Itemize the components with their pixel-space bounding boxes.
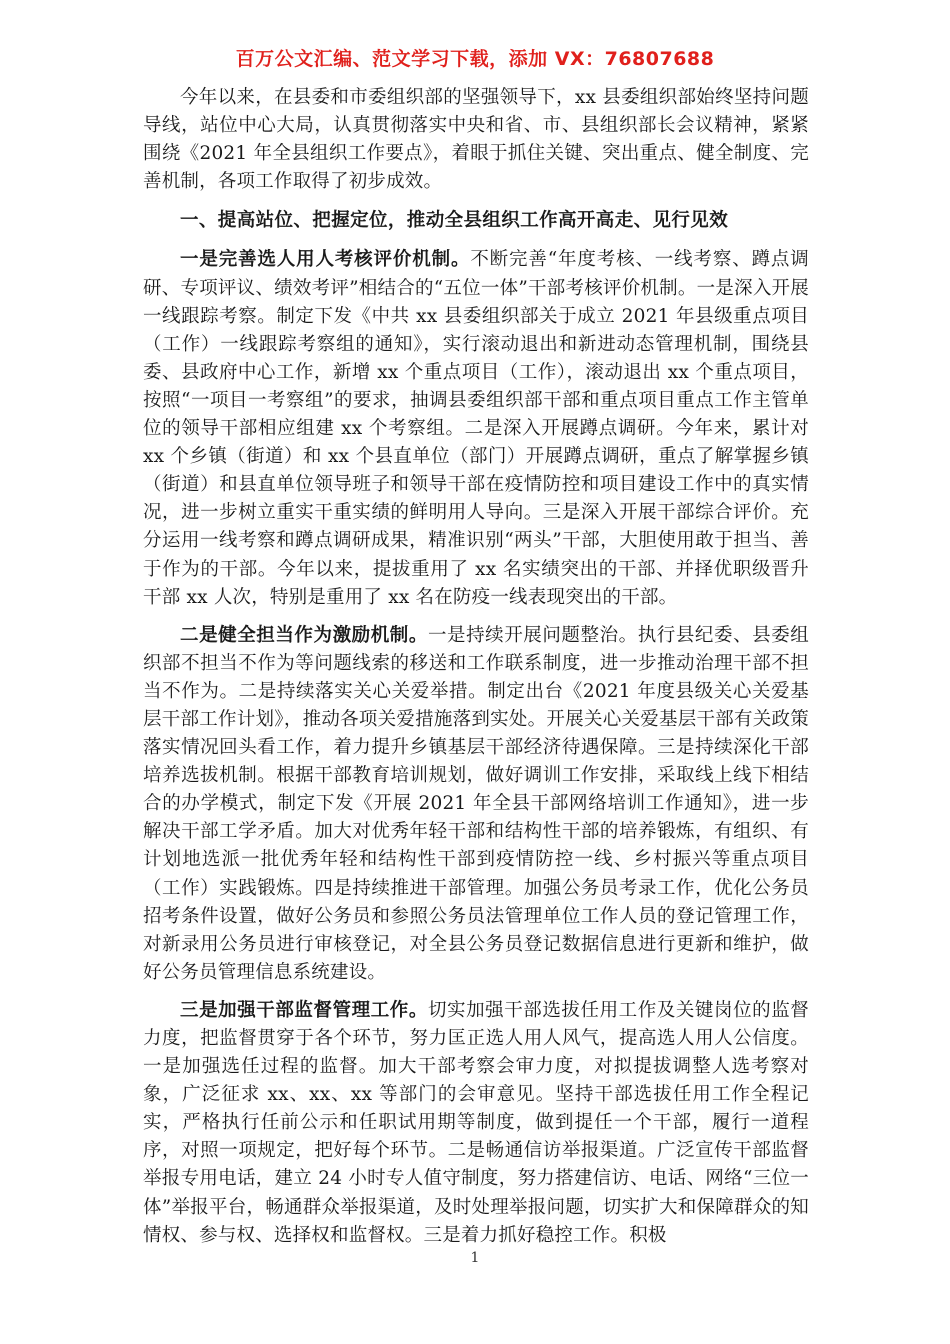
header-banner: 百万公文汇编、范文学习下载，添加 VX：76807688 xyxy=(235,48,715,70)
paragraph-2-body: 一是持续开展问题整治。执行县纪委、县委组织部不担当不作为等问题线索的移送和工作联系制度，进一步推动治理干部不担当不作为。二是持续落实关心关爱举措。制定出台《2021 年度县级关心关爱基层干部工作计划》，推动各项关爱措施落到实处。开展关心关爱基层干部有关政策落实情况回头看工作，着力提升乡镇基层干部经济待遇保障。三是持续深化干部培养选拔机制。根据干部教育培训规划，做好调训工作安排，采取线上线下相结合的办学模式，制定下发《开展 2021 年全县干部网络培训工作通知》，进一步解决干部工学矛盾。加大对优秀年轻干部和结构性干部的培养锻炼，有组织、有计划地选派一批优秀年轻和结构性干部到疫情防控一线、乡村振兴等重点项目（工作）实践锻炼。四是持续推进干部管理。加强公务员考录工作，优化公务员招考条件设置，做好公务员和参照公务员法管理单位工作人员的登记管理工作，对新录用公务员进行审核登记，对全县公务员登记数据信息进行更新和维护，做好公务员管理信息系统建设。 xyxy=(143,624,809,983)
intro-paragraph: 今年以来，在县委和市委组织部的坚强领导下，xx 县委组织部始终坚持问题导线，站位中心大局，认真贯彻落实中央和省、市、县组织部长会议精神，紧紧围绕《2021 年全县组织工作要点》，着眼于抓住关键、突出重点、健全制度、完善机制，各项工作取得了初步成效。 xyxy=(143,87,809,193)
paragraph-2-lead: 二是健全担当作为激励机制。 xyxy=(180,624,428,646)
paragraph-2 xyxy=(143,622,809,987)
page-number: 1 xyxy=(470,1250,480,1266)
paragraph-1 xyxy=(143,246,809,611)
paragraph-1-lead: 一是完善选人用人考核评价机制。 xyxy=(180,249,471,271)
section-heading: 一、提高站位、把握定位，推动全县组织工作高开高走、见行见效 xyxy=(180,210,729,232)
paragraph-3 xyxy=(143,997,809,1250)
paragraph-1-body: 不断完善“年度考核、一线考察、蹲点调研、专项评议、绩效考评”相结合的“五位一体”干部考核评价机制。一是深入开展一线跟踪考察。制定下发《中共 xx 县委组织部关于成立 2021 年县级重点项目（工作）一线跟踪考察组的通知》，实行滚动退出和新进动态管理机制，围绕县委、县政府中心工作，新增 xx 个重点项目（工作），滚动退出 xx 个重点项目，按照“一项目一考察组”的要求，抽调县委组织部干部和重点项目重点工作主管单位的领导干部相应组建 xx 个考察组。二是深入开展蹲点调研。今年来，累计对 xx 个乡镇（街道）和 xx 个县直单位（部门）开展蹲点调研，重点了解掌握乡镇（街道）和县直单位领导班子和领导干部在疫情防控和项目建设工作中的真实情况，进一步树立重实干重实绩的鲜明用人导向。三是深入开展干部综合评价。充分运用一线考察和蹲点调研成果，精准识别“两头”干部，大胆使用敢于担当、善于作为的干部。今年以来，提拔重用了 xx 名实绩突出的干部、并择优职级晋升干部 xx 人次，特别是重用了 xx 名在防疫一线表现突出的干部。 xyxy=(143,249,809,608)
document-body xyxy=(143,84,809,1260)
paragraph-3-lead: 三是加强干部监督管理工作。 xyxy=(180,999,428,1021)
paragraph-3-body: 切实加强干部选拔任用工作及关键岗位的监督力度，把监督贯穿于各个环节，努力匡正选人用人风气，提高选人用人公信度。一是加强选任过程的监督。加大干部考察会审力度，对拟提拔调整人选考察对象，广泛征求 xx、xx、xx 等部门的会审意见。坚持干部选拔任用工作全程记实，严格执行任前公示和任职试用期等制度，做到提任一个干部，履行一道程序，对照一项规定，把好每个环节。二是畅通信访举报渠道。广泛宣传干部监督举报专用电话，建立 24 小时专人值守制度，努力搭建信访、电话、网络“三位一体”举报平台，畅通群众举报渠道，及时处理举报问题，切实扩大和保障群众的知情权、参与权、选择权和监督权。三是着力抓好稳控工作。积极 xyxy=(143,999,809,1246)
